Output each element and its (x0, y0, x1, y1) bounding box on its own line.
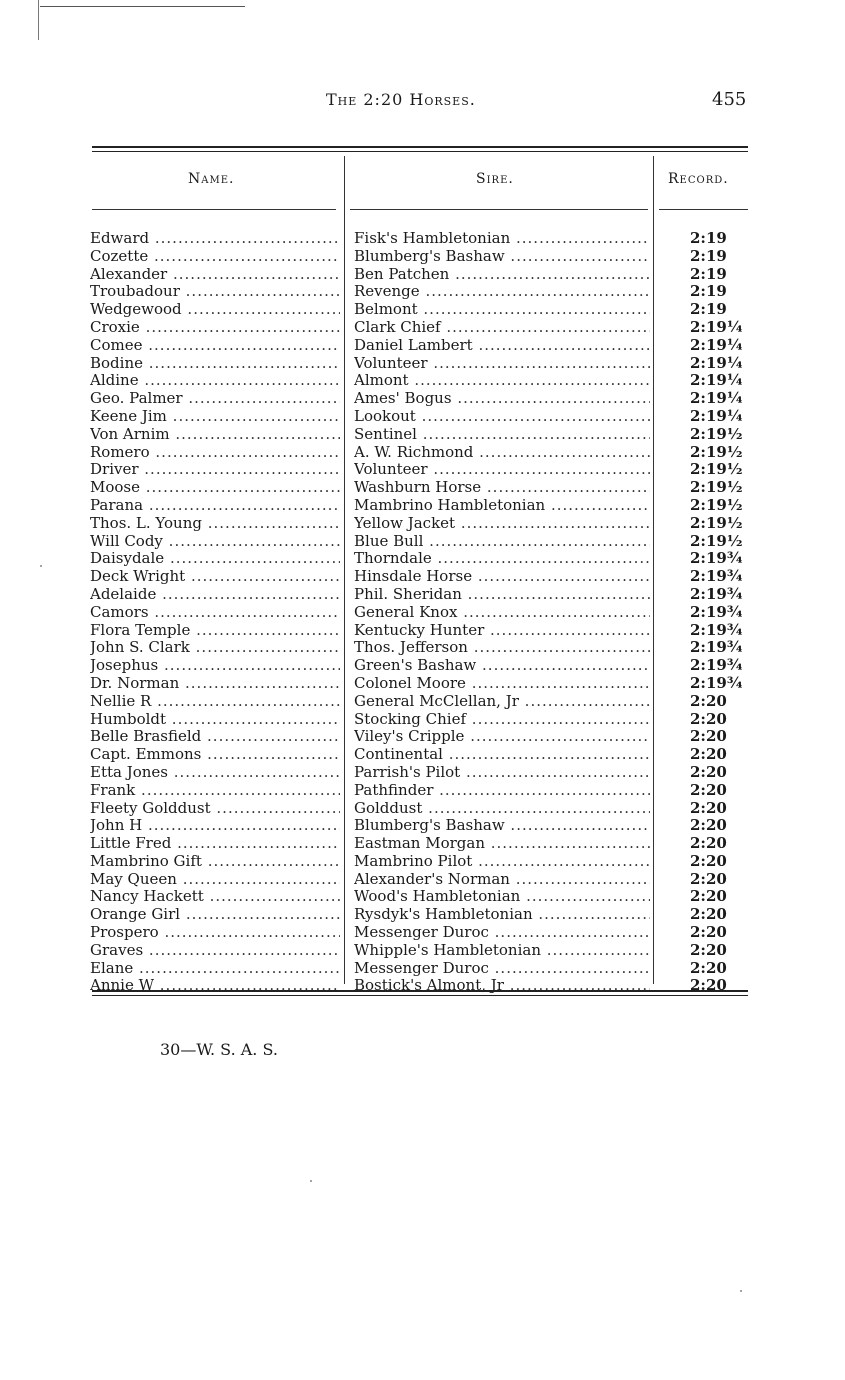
table-row (0, 657, 845, 675)
sire-name: A. W. Richmond ..... (354, 444, 650, 462)
sire-name: Thorndale ..... (354, 550, 650, 568)
horse-name: Daisydale ..... (90, 550, 340, 568)
record-time: 2:19½ (690, 443, 743, 461)
record-time: 2:20 (690, 746, 727, 764)
record-time: 2:20 (690, 888, 727, 906)
record-time: 2:19¼ (690, 318, 743, 336)
page-number: 455 (712, 89, 747, 110)
sire-name: Almont ..... (354, 372, 650, 390)
horse-name: Aldine ..... (90, 372, 340, 390)
table-row (0, 835, 845, 853)
table-row (0, 390, 845, 408)
table-row (0, 301, 845, 319)
record-time: 2:19½ (690, 461, 743, 479)
horse-name: Von Arnim ..... (90, 426, 340, 444)
sire-name: Kentucky Hunter ..... (354, 622, 650, 640)
table-row (0, 906, 845, 924)
sire-name: Sentinel ..... (354, 426, 650, 444)
top-edge-rule (40, 6, 245, 7)
record-time: 2:19 (690, 301, 727, 319)
table-bottom-rule (92, 990, 748, 996)
sire-name: Colonel Moore ..... (354, 675, 650, 693)
table-row (0, 693, 845, 711)
horse-name: Fleety Golddust ..... (90, 800, 340, 818)
sire-name: Fisk's Hambletonian ..... (354, 230, 650, 248)
table-row (0, 319, 845, 337)
column-header-sire: Sire. (476, 171, 514, 187)
sire-name: Eastman Morgan ..... (354, 835, 650, 853)
table-row (0, 800, 845, 818)
sire-name: Daniel Lambert ..... (354, 337, 650, 355)
column-header-record: Record. (668, 171, 729, 187)
table-row (0, 924, 845, 942)
sire-name: Whipple's Hambletonian ..... (354, 942, 650, 960)
record-time: 2:19¾ (690, 657, 743, 675)
record-time: 2:19½ (690, 532, 743, 550)
record-time: 2:19¼ (690, 336, 743, 354)
table-row (0, 942, 845, 960)
table-row (0, 550, 845, 568)
print-speck (740, 1290, 742, 1292)
table-row (0, 782, 845, 800)
horse-name: Keene Jim ..... (90, 408, 340, 426)
record-time: 2:19¼ (690, 390, 743, 408)
horse-name: Annie W ..... (90, 977, 340, 995)
horse-name: Flora Temple ..... (90, 622, 340, 640)
record-time: 2:19¼ (690, 354, 743, 372)
table-row (0, 497, 845, 515)
table-row (0, 728, 845, 746)
sire-name: Blumberg's Bashaw ..... (354, 248, 650, 266)
record-time: 2:19 (690, 265, 727, 283)
table-row (0, 764, 845, 782)
horse-name: Comee ..... (90, 337, 340, 355)
table-row (0, 675, 845, 693)
left-edge-mark (38, 0, 39, 40)
table-row (0, 230, 845, 248)
sire-name: Revenge ..... (354, 283, 650, 301)
sire-name: Pathfinder ..... (354, 782, 650, 800)
sire-name: Thos. Jefferson ..... (354, 639, 650, 657)
print-speck (40, 565, 42, 567)
record-time: 2:20 (690, 852, 727, 870)
record-time: 2:20 (690, 835, 727, 853)
horse-name: Little Fred ..... (90, 835, 340, 853)
horse-name: Nellie R ..... (90, 693, 340, 711)
record-time: 2:19¾ (690, 585, 743, 603)
record-time: 2:19¾ (690, 621, 743, 639)
horse-name: Humboldt ..... (90, 711, 340, 729)
record-time: 2:19½ (690, 425, 743, 443)
signature-mark: 30—W. S. A. S. (160, 1040, 278, 1059)
record-time: 2:20 (690, 763, 727, 781)
table-row (0, 479, 845, 497)
horse-name: Moose ..... (90, 479, 340, 497)
table-row (0, 568, 845, 586)
horse-name: Edward ..... (90, 230, 340, 248)
record-time: 2:19½ (690, 514, 743, 532)
table-top-rule (92, 146, 748, 152)
sire-name: Yellow Jacket ..... (354, 515, 650, 533)
sire-name: Clark Chief ..... (354, 319, 650, 337)
sire-name: Belmont ..... (354, 301, 650, 319)
horse-name: Frank ..... (90, 782, 340, 800)
horse-name: Josephus ..... (90, 657, 340, 675)
sire-name: Mambrino Hambletonian ..... (354, 497, 650, 515)
table-row (0, 408, 845, 426)
record-time: 2:20 (690, 870, 727, 888)
horse-name: Nancy Hackett ..... (90, 888, 340, 906)
table-row (0, 444, 845, 462)
sire-name: Phil. Sheridan ..... (354, 586, 650, 604)
table-row (0, 853, 845, 871)
sire-name: Ames' Bogus ..... (354, 390, 650, 408)
table-row (0, 533, 845, 551)
record-time: 2:20 (690, 959, 727, 977)
table-row (0, 461, 845, 479)
record-time: 2:20 (690, 710, 727, 728)
horse-name: Mambrino Gift ..... (90, 853, 340, 871)
horse-name: Orange Girl ..... (90, 906, 340, 924)
header-rule-record (659, 209, 748, 210)
record-time: 2:19¼ (690, 407, 743, 425)
horse-name: Geo. Palmer ..... (90, 390, 340, 408)
table-row (0, 622, 845, 640)
horse-records-table (0, 230, 845, 995)
sire-name: Volunteer ..... (354, 461, 650, 479)
record-time: 2:19½ (690, 496, 743, 514)
table-row (0, 888, 845, 906)
running-head: The 2:20 Horses. (326, 90, 476, 109)
record-time: 2:20 (690, 977, 727, 995)
table-row (0, 586, 845, 604)
sire-name: Lookout ..... (354, 408, 650, 426)
horse-name: Croxie ..... (90, 319, 340, 337)
sire-name: Mambrino Pilot ..... (354, 853, 650, 871)
sire-name: Volunteer ..... (354, 355, 650, 373)
horse-name: Wedgewood ..... (90, 301, 340, 319)
horse-name: May Queen ..... (90, 871, 340, 889)
sire-name: Wood's Hambletonian ..... (354, 888, 650, 906)
horse-name: Adelaide ..... (90, 586, 340, 604)
horse-name: Will Cody ..... (90, 533, 340, 551)
sire-name: Bostick's Almont, Jr ..... (354, 977, 650, 995)
sire-name: Blumberg's Bashaw ..... (354, 817, 650, 835)
sire-name: Parrish's Pilot ..... (354, 764, 650, 782)
record-time: 2:20 (690, 781, 727, 799)
horse-name: Capt. Emmons ..... (90, 746, 340, 764)
horse-name: Troubadour ..... (90, 283, 340, 301)
sire-name: Green's Bashaw ..... (354, 657, 650, 675)
record-time: 2:19 (690, 230, 727, 247)
horse-name: Belle Brasfield ..... (90, 728, 340, 746)
horse-name: Cozette ..... (90, 248, 340, 266)
table-row (0, 604, 845, 622)
table-row (0, 248, 845, 266)
horse-name: Driver ..... (90, 461, 340, 479)
horse-name: Parana ..... (90, 497, 340, 515)
record-time: 2:19 (690, 283, 727, 301)
table-row (0, 337, 845, 355)
horse-name: Camors ..... (90, 604, 340, 622)
record-time: 2:19¾ (690, 603, 743, 621)
column-header-name: Name. (188, 171, 235, 187)
horse-name: Bodine ..... (90, 355, 340, 373)
horse-name: Romero ..... (90, 444, 340, 462)
record-time: 2:19¾ (690, 674, 743, 692)
table-row (0, 283, 845, 301)
record-time: 2:20 (690, 906, 727, 924)
horse-name: John S. Clark ..... (90, 639, 340, 657)
sire-name: Ben Patchen ..... (354, 266, 650, 284)
horse-name: Elane ..... (90, 960, 340, 978)
record-time: 2:20 (690, 924, 727, 942)
horse-name: Thos. L. Young ..... (90, 515, 340, 533)
sire-name: Stocking Chief ..... (354, 711, 650, 729)
sire-name: Continental ..... (354, 746, 650, 764)
horse-name: Alexander ..... (90, 266, 340, 284)
header-rule-sire (350, 209, 648, 210)
table-row (0, 355, 845, 373)
table-row (0, 960, 845, 978)
table-row (0, 817, 845, 835)
record-time: 2:19 (690, 247, 727, 265)
table-row (0, 639, 845, 657)
sire-name: Blue Bull ..... (354, 533, 650, 551)
sire-name: Rysdyk's Hambletonian ..... (354, 906, 650, 924)
sire-name: Alexander's Norman ..... (354, 871, 650, 889)
print-speck (310, 1180, 312, 1182)
horse-name: Etta Jones ..... (90, 764, 340, 782)
sire-name: Hinsdale Horse ..... (354, 568, 650, 586)
sire-name: Washburn Horse ..... (354, 479, 650, 497)
header-rule-name (92, 209, 336, 210)
record-time: 2:19¾ (690, 550, 743, 568)
record-time: 2:20 (690, 799, 727, 817)
sire-name: Messenger Duroc ..... (354, 924, 650, 942)
horse-name: Dr. Norman ..... (90, 675, 340, 693)
record-time: 2:20 (690, 941, 727, 959)
sire-name: Messenger Duroc ..... (354, 960, 650, 978)
table-row (0, 372, 845, 390)
record-time: 2:20 (690, 728, 727, 746)
table-row (0, 746, 845, 764)
horse-name: Graves ..... (90, 942, 340, 960)
table-row (0, 266, 845, 284)
record-time: 2:20 (690, 817, 727, 835)
record-time: 2:19¼ (690, 372, 743, 390)
table-row (0, 426, 845, 444)
horse-name: John H ..... (90, 817, 340, 835)
sire-name: General McClellan, Jr ..... (354, 693, 650, 711)
record-time: 2:20 (690, 692, 727, 710)
table-row (0, 711, 845, 729)
table-row (0, 515, 845, 533)
sire-name: Viley's Cripple ..... (354, 728, 650, 746)
record-time: 2:19¾ (690, 639, 743, 657)
record-time: 2:19½ (690, 479, 743, 497)
horse-name: Prospero ..... (90, 924, 340, 942)
record-time: 2:19¾ (690, 568, 743, 586)
sire-name: General Knox ..... (354, 604, 650, 622)
horse-name: Deck Wright ..... (90, 568, 340, 586)
sire-name: Golddust ..... (354, 800, 650, 818)
table-row (0, 871, 845, 889)
